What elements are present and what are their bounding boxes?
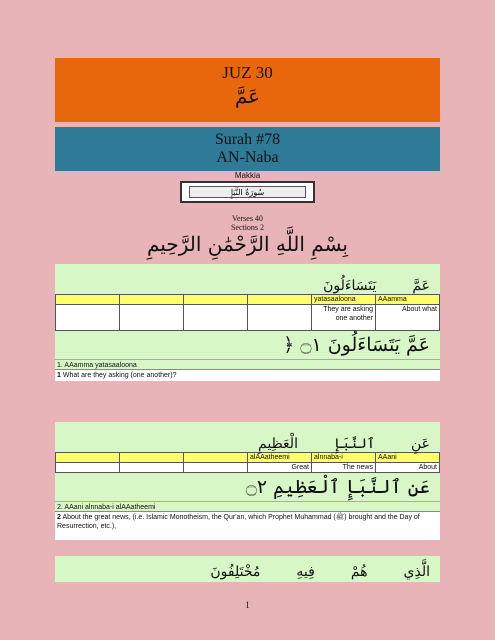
- arabic-word: يَتَسَاءَلُونَ: [323, 278, 377, 294]
- cell: [56, 453, 120, 463]
- sections-count: Sections 2: [230, 223, 265, 232]
- ayah-transliteration: 1. AAamma yatasaaloona: [55, 359, 440, 369]
- cell: [56, 463, 120, 473]
- arabic-word: الَّذِي: [403, 564, 430, 580]
- juz-arabic: عَمَّ: [234, 84, 261, 108]
- meaning-row: [56, 305, 440, 331]
- cell: They are asking one another: [312, 305, 376, 331]
- ayah-translation: [55, 511, 440, 540]
- cell: yatasaaloona: [312, 295, 376, 305]
- arabic-word: عَنِ: [410, 436, 430, 452]
- word-table: [55, 452, 440, 473]
- ayah-text: ﴿ عَمَّ يَتَسَاءَلُونَ ۝١: [283, 334, 430, 356]
- cell: [248, 305, 312, 331]
- cell: [184, 453, 248, 463]
- cell: [120, 305, 184, 331]
- verses-count: Verses 40: [232, 214, 263, 223]
- page-number: 1: [245, 600, 250, 610]
- cell: [120, 463, 184, 473]
- cell: About: [376, 463, 440, 473]
- cell: [56, 305, 120, 331]
- cell: AAani: [376, 453, 440, 463]
- cell: [120, 453, 184, 463]
- cell: [184, 305, 248, 331]
- bismillah: بِسْمِ اللَّهِ الرَّحْمَٰنِ الرَّحِيمِ: [146, 232, 348, 256]
- arabic-words: [55, 422, 440, 452]
- surah-banner-text: سُورَةُ النَّبَإِ: [189, 186, 307, 199]
- cell: Great: [248, 463, 312, 473]
- arabic-word: عَمَّ: [412, 278, 430, 294]
- cell: alnnaba-i: [312, 453, 376, 463]
- translation-text: About the great news, (i.e. Islamic Monotheism, the Qur'an, which Prophet Muhammad (ﷺ) brought and the Day of Resurrection, etc.),: [57, 514, 420, 530]
- surah-name: AN-Naba: [216, 149, 279, 166]
- ayah-transliteration: 2. AAani alnnaba-i alAAatheemi: [55, 501, 440, 511]
- translation-text: What are they asking (one another)?: [62, 372, 177, 379]
- verse-block-3: [55, 556, 440, 582]
- arabic-words: [55, 264, 440, 294]
- cell: [184, 463, 248, 473]
- translation-number: 2: [57, 514, 61, 521]
- juz-title: JUZ 30: [222, 63, 273, 82]
- ayah-text: عَنِ ٱلنَّبَإِ ٱلْعَظِيمِ ۝٢: [245, 476, 430, 498]
- verse-block-2: [55, 422, 440, 540]
- verse-block-1: [55, 264, 440, 381]
- cell: About what: [376, 305, 440, 331]
- surah-info: [0, 214, 495, 232]
- surah-number: Surah #78: [214, 131, 281, 148]
- surah-header: [55, 127, 440, 171]
- cell: AAamma: [376, 295, 440, 305]
- surah-type: Makkia: [234, 171, 261, 180]
- cell: [184, 295, 248, 305]
- ayah-translation: [55, 369, 440, 381]
- arabic-word: ٱلنَّبَإِ: [333, 436, 375, 452]
- translit-row: [56, 453, 440, 463]
- arabic-word: مُخْتَلِفُونَ: [210, 564, 261, 580]
- cell: [56, 295, 120, 305]
- translation-number: 1: [57, 372, 61, 379]
- arabic-word: هُمْ: [350, 564, 368, 580]
- cell: [120, 295, 184, 305]
- translit-row: [56, 295, 440, 305]
- surah-banner: [180, 181, 315, 203]
- arabic-word: فِيهِ: [296, 564, 315, 580]
- juz-header: [55, 58, 440, 122]
- word-table: [55, 294, 440, 331]
- arabic-words: [55, 556, 440, 580]
- cell: alAAatheemi: [248, 453, 312, 463]
- arabic-word: الْعَظِيمِ: [258, 436, 298, 452]
- meaning-row: [56, 463, 440, 473]
- cell: The news: [312, 463, 376, 473]
- cell: [248, 295, 312, 305]
